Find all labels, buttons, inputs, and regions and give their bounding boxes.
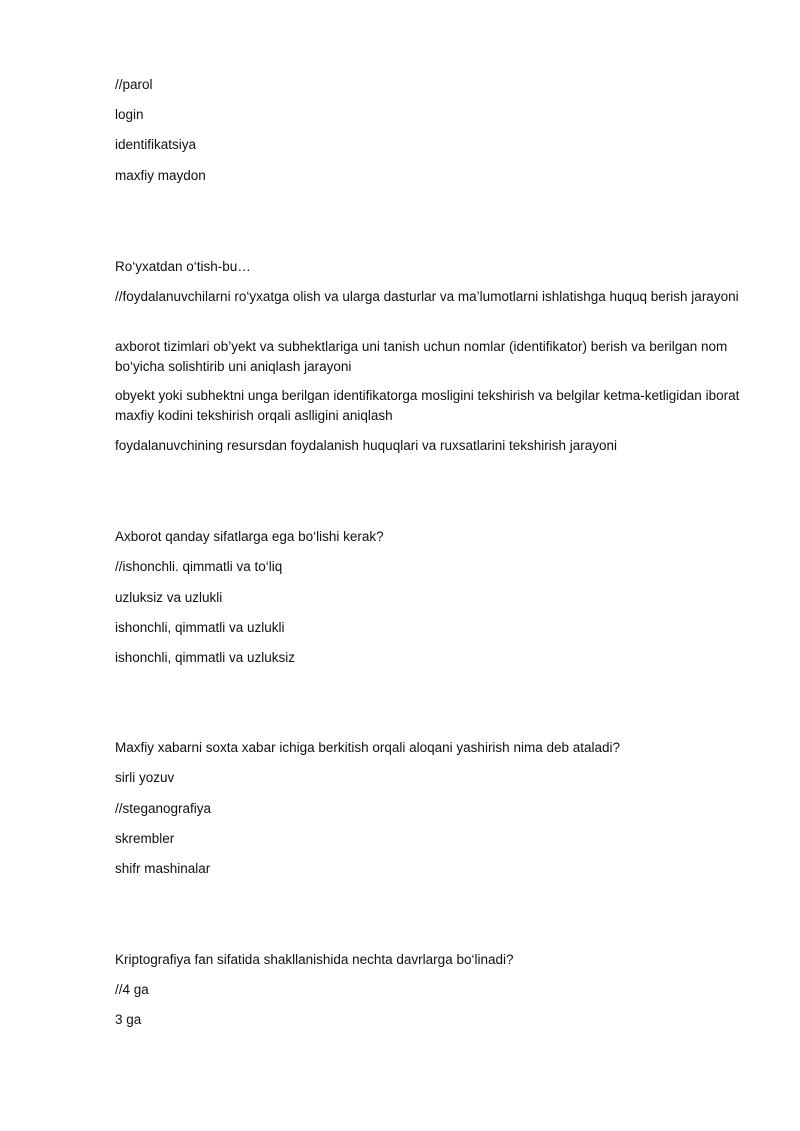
answer-option: shifr mashinalar	[115, 861, 211, 876]
answer-option: ishonchli, qimmatli va uzluksiz	[115, 650, 296, 665]
answer-option: login	[115, 107, 144, 122]
answer-option: axborot tizimlari ob’yekt va subhektlariga uni tanish uchun nomlar (identifikator) berish va berilgan nom bo‘yicha solishtirib uni aniqlash jarayoni	[115, 339, 728, 374]
answer-option: maxfiy maydon	[115, 168, 206, 183]
answer-option: //parol	[115, 77, 153, 92]
question-text: Ro‘yxatdan o‘tish-bu…	[115, 259, 251, 274]
question-text: Kriptografiya fan sifatida shakllanishida nechta davrlarga bo‘linadi?	[115, 952, 514, 967]
question-text: Axborot qanday sifatlarga ega bo‘lishi kerak?	[115, 529, 384, 544]
answer-option: skrembler	[115, 831, 175, 846]
answer-option: //steganografiya	[115, 801, 212, 816]
answer-option: //ishonchli. qimmatli va to‘liq	[115, 559, 283, 574]
answer-option: uzluksiz va uzlukli	[115, 590, 223, 605]
answer-option: sirli yozuv	[115, 770, 175, 785]
answer-option: ishonchli, qimmatli va uzlukli	[115, 620, 285, 635]
answer-option: foydalanuvchining resursdan foydalanish huquqlari va ruxsatlarini tekshirish jarayoni	[115, 438, 618, 453]
answer-option: obyekt yoki subhektni unga berilgan identifikatorga mosligini tekshirish va belgilar ketma-ketligidan iborat maxfiy kodini tekshirish orqali aslligini aniqlash	[115, 388, 740, 423]
answer-option: 3 ga	[115, 1012, 142, 1027]
question-text: Maxfiy xabarni soxta xabar ichiga berkitish orqali aloqani yashirish nima deb ataladi?	[115, 740, 621, 755]
answer-option: identifikatsiya	[115, 137, 197, 152]
answer-option: //4 ga	[115, 982, 149, 997]
answer-option: //foydalanuvchilarni ro‘yxatga olish va ularga dasturlar va ma’lumotlarni ishlatishga huquq berish jarayoni	[115, 289, 739, 304]
